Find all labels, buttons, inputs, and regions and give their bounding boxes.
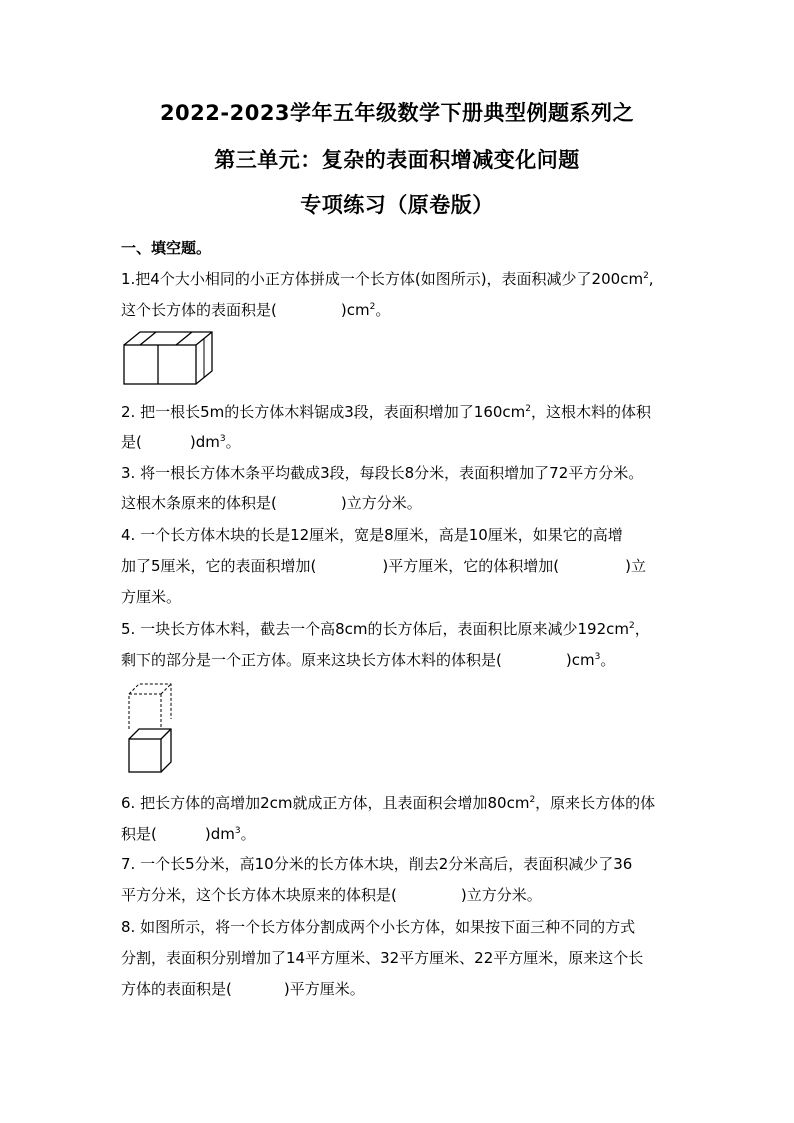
q2-line-2: 是( )$dm^3$。 xyxy=(121,433,241,451)
q6-line-1: 6. 把长方体的高增加2cm就成正方体，且表面积会增加$80cm^2$，原来长方体的体 xyxy=(121,794,656,812)
q3-line-2: 这根木条原来的体积是( )立方分米。 xyxy=(121,494,422,512)
q3-line-1: 3. 将一根长方体木条平均截成3段，每段长8分米，表面积增加了72平方分米。 xyxy=(121,464,644,482)
q7-line-2: 平方分米，这个长方体木块原来的体积是( )立方分米。 xyxy=(121,886,542,904)
q8-line-2: 分割，表面积分别增加了14平方厘米、32平方厘米、22平方厘米，原来这个长 xyxy=(121,949,644,967)
q8-line-3: 方体的表面积是( )平方厘米。 xyxy=(121,980,365,998)
title-line-2: 第三单元：复杂的表面积增减变化问题 xyxy=(214,148,580,172)
q5-line-1: 5. 一块长方体木料，截去一个高8cm的长方体后，表面积比原来减少$192cm^2$， xyxy=(121,620,650,638)
q2-line-1: 2. 把一根长5m的长方体木料锯成3段，表面积增加了$160cm^2$，这根木料的体积 xyxy=(121,403,652,421)
q5-cuboid-figure xyxy=(124,680,176,776)
q4-line-3: 方厘米。 xyxy=(121,588,182,606)
q8-line-1: 8. 如图所示，将一个长方体分割成两个小长方体，如果按下面三种不同的方式 xyxy=(121,918,636,936)
title-line-3: 专项练习（原卷版） xyxy=(300,193,494,217)
q4-line-1: 4. 一个长方体木块的长是12厘米，宽是8厘米，高是10厘米，如果它的高增 xyxy=(121,526,623,544)
title-line-1: 2022-2023学年五年级数学下册典型例题系列之 xyxy=(159,101,635,125)
section-heading: 一、填空题。 xyxy=(121,239,212,257)
q5-line-2: 剩下的部分是一个正方体。原来这块长方体木料的体积是( )$cm^3$。 xyxy=(121,651,616,669)
q7-line-1: 7. 一个长5分米，高10分米的长方体木块，削去2分米高后，表面积减少了36 xyxy=(121,855,633,873)
q1-cuboid-figure xyxy=(120,328,216,388)
q1-line-2: 这个长方体的表面积是( )$cm^2$。 xyxy=(121,301,391,319)
q6-line-2: 积是( )$dm^3$。 xyxy=(121,825,256,843)
q1-line-1: 1.把4个大小相同的小正方体拼成一个长方体(如图所示)，表面积减少了$200cm^2$, xyxy=(121,270,654,288)
q4-line-2: 加了5厘米，它的表面积增加( )平方厘米，它的体积增加( )立 xyxy=(121,557,646,575)
